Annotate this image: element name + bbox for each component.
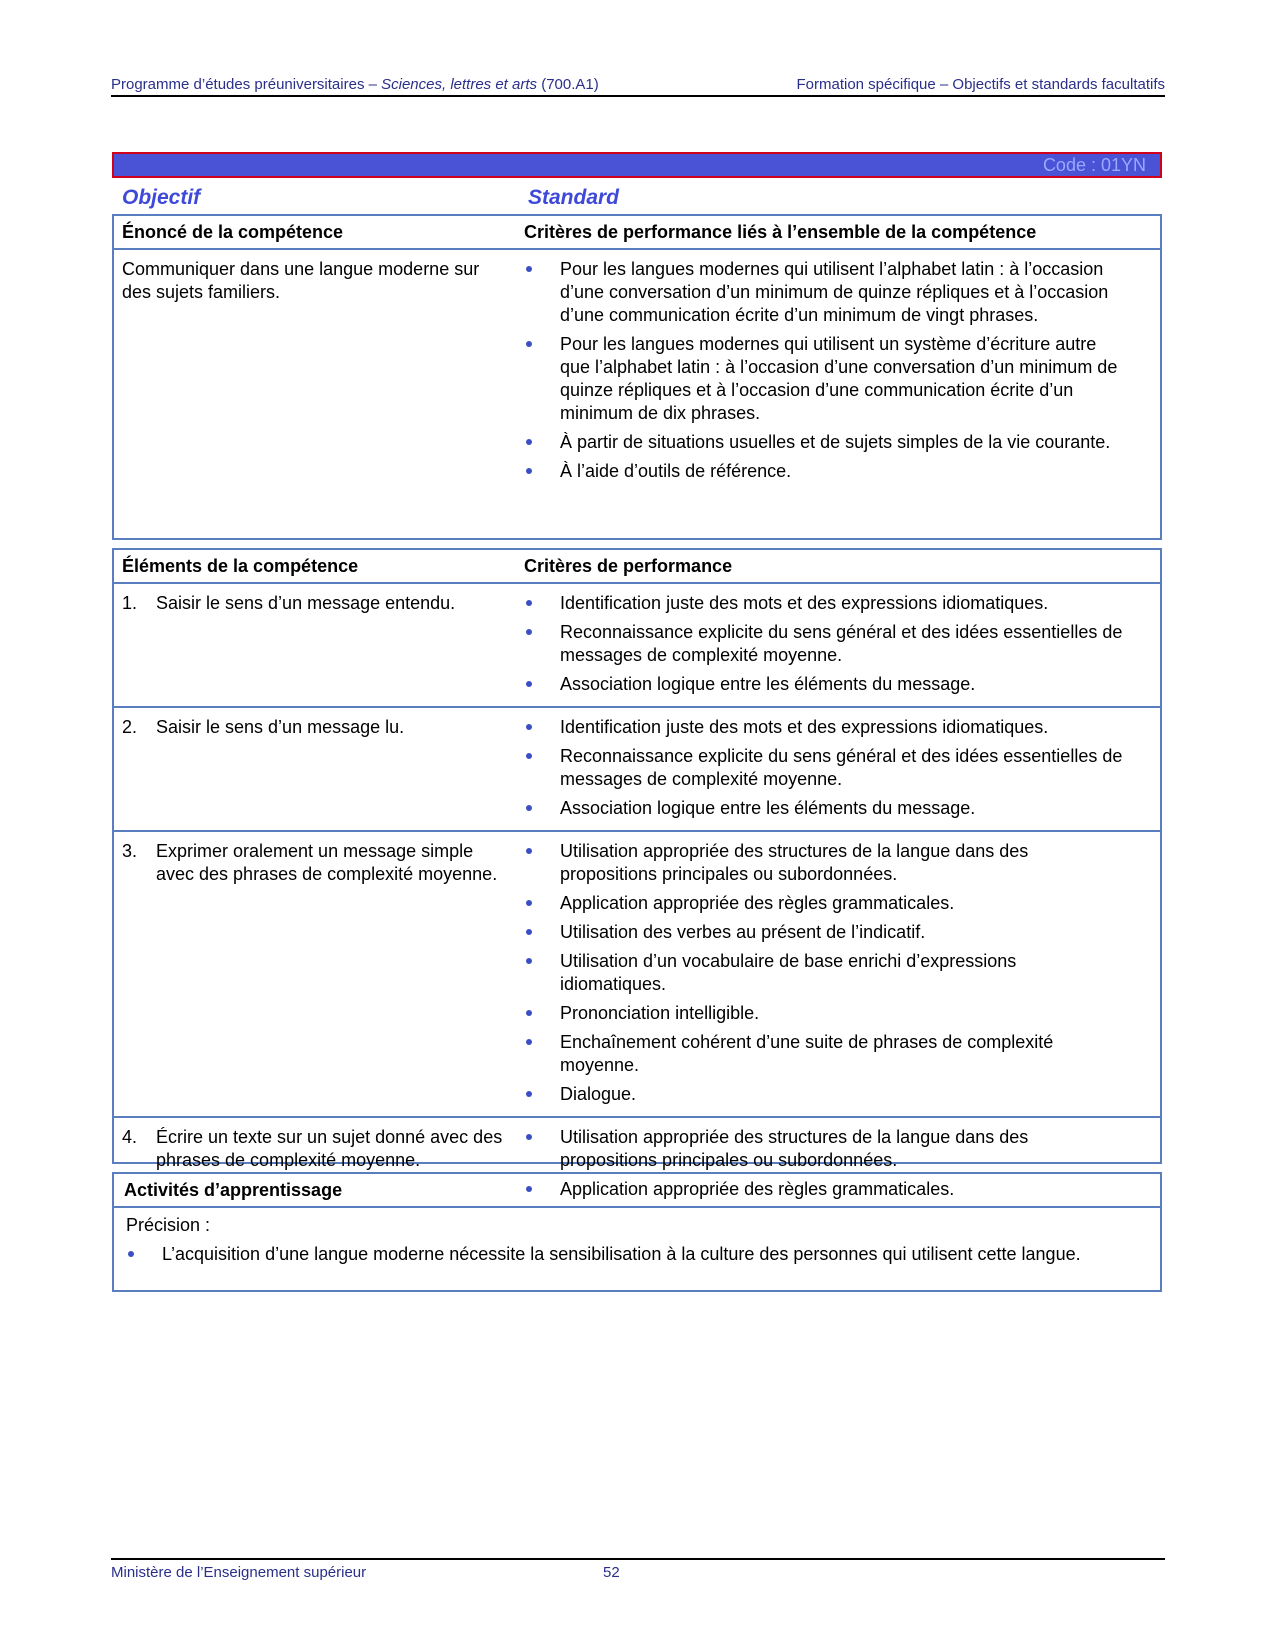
criterion-item: Pour les langues modernes qui utilisent un système d’écriture autre que l’alphabet latin : à l’occasion d’une conversation d’un minimum de quinze répliques et à l’occasion d’une communication écrite d’un minimum de dix phrases. [524, 333, 1124, 425]
enonce-box-header [114, 216, 1160, 250]
element-text-cell [122, 1126, 512, 1172]
criterion-item: Prononciation intelligible. [524, 1002, 1124, 1025]
enonce-text: Communiquer dans une langue moderne sur des sujets familiers. [122, 259, 480, 302]
activites-body [114, 1208, 1160, 1274]
enonce-row [114, 250, 1160, 483]
activites-heading: Activités d’apprentissage [124, 1180, 343, 1200]
element-text: Saisir le sens d’un message lu. [156, 717, 405, 737]
enonce-criteria-cell [524, 258, 1124, 483]
criterion-item: Utilisation appropriée des structures de la langue dans des propositions principales ou subordonnées. [524, 1126, 1124, 1172]
element-number: 2. [122, 717, 138, 737]
element-row [114, 832, 1160, 1118]
activites-list [126, 1243, 1148, 1266]
enonce-criteria-heading: Critères de performance liés à l’ensemble de la compétence [524, 222, 1037, 242]
element-row [114, 708, 1160, 832]
element-text: Exprimer oralement un message simple avec des phrases de complexité moyenne. [156, 841, 498, 884]
page-number: 52 [603, 1564, 620, 1581]
activity-item: L’acquisition d’une langue moderne nécessite la sensibilisation à la culture des personnes qui utilisent cette langue. [126, 1243, 1148, 1266]
element-criteria-list [524, 840, 1124, 1106]
criterion-item: Enchaînement cohérent d’une suite de phrases de complexité moyenne. [524, 1031, 1124, 1077]
element-text-cell [122, 592, 512, 615]
activites-box-header [114, 1174, 1160, 1208]
criterion-item: Identification juste des mots et des expressions idiomatiques. [524, 592, 1124, 615]
element-text-cell [122, 716, 512, 739]
criterion-item: Utilisation d’un vocabulaire de base enrichi d’expressions idiomatiques. [524, 950, 1124, 996]
criterion-item: Reconnaissance explicite du sens général et des idées essentielles de messages de complexité moyenne. [524, 621, 1124, 667]
enonce-heading: Énoncé de la compétence [122, 222, 344, 242]
enonce-box [112, 214, 1162, 540]
elements-heading: Éléments de la compétence [122, 556, 359, 576]
element-number: 1. [122, 593, 138, 613]
elements-box-header [114, 550, 1160, 584]
header-right: Formation spécifique – Objectifs et standards facultatifs [796, 76, 1165, 93]
element-row [114, 584, 1160, 708]
page-footer [111, 1558, 1165, 1581]
criterion-item: Reconnaissance explicite du sens général et des idées essentielles de messages de complexité moyenne. [524, 745, 1124, 791]
criterion-item: À l’aide d’outils de référence. [524, 460, 1124, 483]
criterion-item: Application appropriée des règles grammaticales. [524, 892, 1124, 915]
elements-criteria-heading: Critères de performance [524, 556, 733, 576]
criterion-item: Pour les langues modernes qui utilisent l’alphabet latin : à l’occasion d’une conversation d’un minimum de quinze répliques et à l’occasion d’une communication écrite d’un minimum de vingt phrases. [524, 258, 1124, 327]
criterion-item: Utilisation des verbes au présent de l’indicatif. [524, 921, 1124, 944]
element-text: Écrire un texte sur un sujet donné avec des phrases de complexité moyenne. [156, 1127, 503, 1170]
standard-heading: Standard [528, 186, 620, 209]
enonce-criteria-list [524, 258, 1124, 483]
element-text-cell [122, 840, 512, 886]
page-header [111, 76, 1165, 97]
objectif-heading: Objectif [122, 186, 201, 209]
element-criteria-cell [524, 716, 1124, 820]
enonce-text-cell [122, 258, 512, 304]
criterion-item: Utilisation appropriée des structures de la langue dans des propositions principales ou subordonnées. [524, 840, 1124, 886]
criterion-item: À partir de situations usuelles et de sujets simples de la vie courante. [524, 431, 1124, 454]
element-number: 4. [122, 1127, 138, 1147]
code-band: Code : 01YN [112, 152, 1162, 178]
element-number: 3. [122, 841, 138, 861]
criterion-item: Identification juste des mots et des expressions idiomatiques. [524, 716, 1124, 739]
precision-label: Précision : [126, 1215, 211, 1235]
criterion-item: Association logique entre les éléments du message. [524, 797, 1124, 820]
element-criteria-list [524, 716, 1124, 820]
element-criteria-cell [524, 840, 1124, 1106]
criterion-item: Association logique entre les éléments du message. [524, 673, 1124, 696]
elements-rows [114, 584, 1160, 1211]
activites-box [112, 1172, 1162, 1292]
header-left: Programme d’études préuniversitaires – Sciences, lettres et arts (700.A1) [111, 76, 599, 93]
element-criteria-list [524, 592, 1124, 696]
footer-ministry: Ministère de l’Enseignement supérieur [111, 1564, 367, 1581]
criterion-item: Dialogue. [524, 1083, 1124, 1106]
criterion-item: Application appropriée des règles grammaticales. [524, 1178, 1124, 1201]
element-text: Saisir le sens d’un message entendu. [156, 593, 456, 613]
element-criteria-cell [524, 592, 1124, 696]
